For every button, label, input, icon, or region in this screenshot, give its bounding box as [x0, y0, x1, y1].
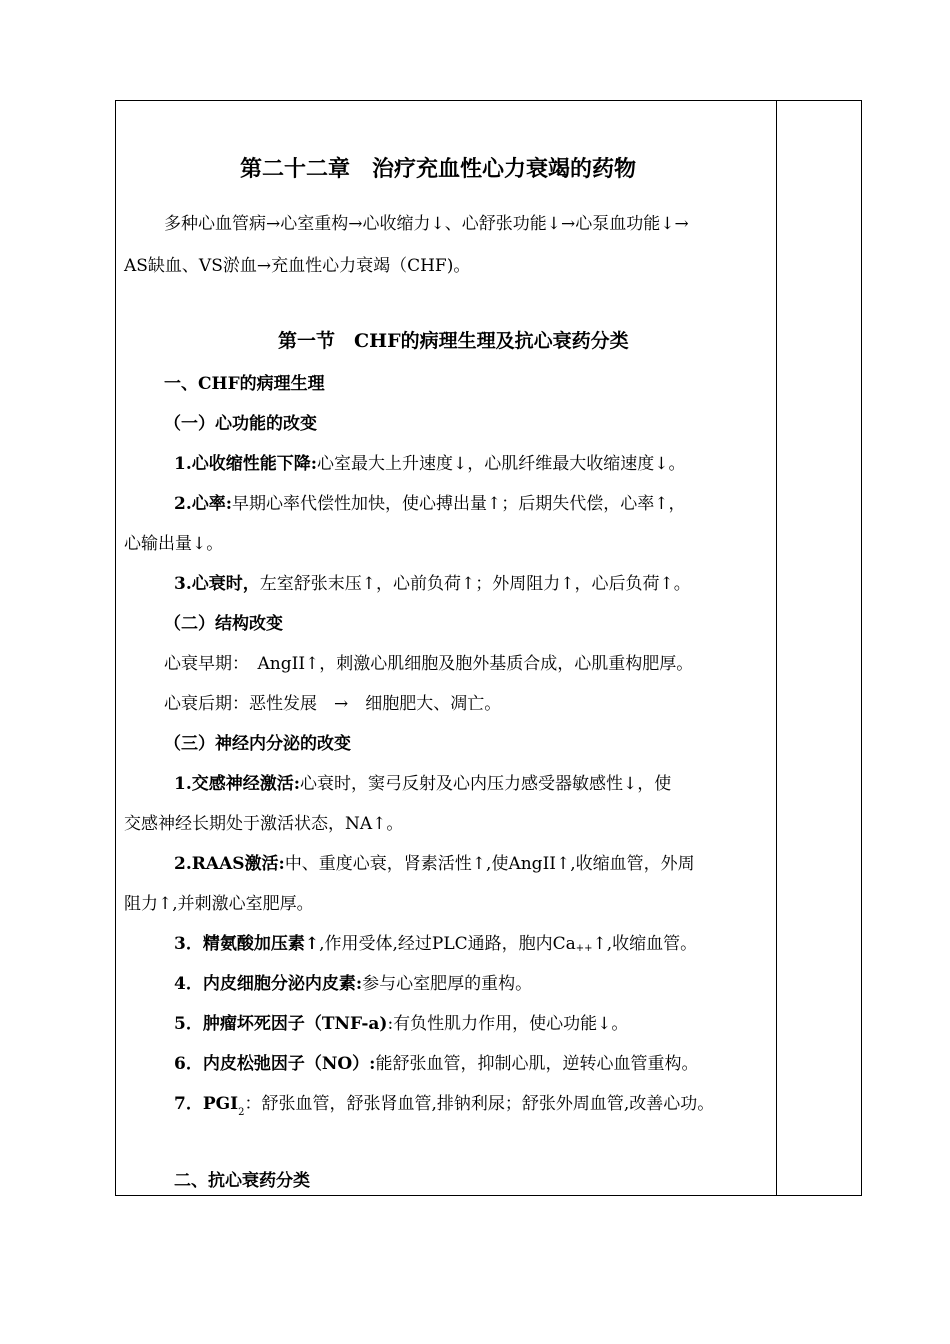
chapter-title: 第二十二章 治疗充血性心力衰竭的药物: [240, 156, 637, 182]
item-contractility: [174, 453, 686, 475]
section-title: 第一节 CHF的病理生理及抗心衰药分类: [278, 330, 629, 352]
item-sympathetic: [174, 773, 671, 795]
item-label: 7．PGI: [174, 1094, 239, 1114]
intro-line-1: 多种心血管病→心室重构→心收缩力↓、心舒张功能↓→心泵血功能↓→: [164, 214, 689, 234]
item-label: 2.心率:: [174, 494, 233, 514]
heading-drug-classes: 二、抗心衰药分类: [174, 1171, 310, 1191]
item-text: 心衰时，窦弓反射及心内压力感受器敏感性↓，使: [300, 774, 672, 794]
early-stage-text: 心衰早期： AngII↑，刺激心肌细胞及胞外基质合成，心肌重构肥厚。: [164, 654, 694, 674]
heading-pathophysiology: 一、CHF的病理生理: [164, 374, 325, 394]
item-label: 1.交感神经激活:: [174, 774, 301, 794]
item-raas: [174, 853, 695, 875]
item-label: 5．肿瘤坏死因子（TNF-a): [174, 1014, 388, 1034]
item-tnf: [174, 1013, 628, 1035]
item-vasopressin: [174, 933, 697, 960]
item-text: :有负性肌力作用，使心功能↓。: [387, 1014, 629, 1034]
item-label: 6．内皮松弛因子（NO）:: [174, 1054, 376, 1074]
subheading-cardiac-function: （一）心功能的改变: [164, 414, 317, 434]
item-text: 能舒张血管，抑制心肌，逆转心血管重构。: [375, 1054, 699, 1074]
intro-line-2: AS缺血、VS淤血→充血性心力衰竭（CHF)。: [124, 256, 471, 276]
subheading-structural-change: （二）结构改变: [164, 614, 283, 634]
item-raas-cont: 阻力↑,并刺激心室肥厚。: [124, 894, 314, 914]
column-divider: [776, 100, 777, 1196]
late-stage-text: 心衰后期：恶性发展 → 细胞肥大、凋亡。: [164, 694, 502, 714]
item-sympathetic-cont: 交感神经长期处于激活状态，NA↑。: [124, 814, 404, 834]
item-heart-rate-cont: 心输出量↓。: [124, 534, 224, 554]
item-heart-failure: [174, 573, 691, 595]
item-text: 左室舒张末压↑，心前负荷↑；外周阻力↑，心后负荷↑。: [259, 574, 691, 594]
item-tail: ↑,收缩血管。: [592, 934, 698, 954]
item-text: 中、重度心衰，肾素活性↑,使AngII↑,收缩血管，外周: [284, 854, 695, 874]
item-pgi2: [174, 1093, 714, 1124]
item-no: [174, 1053, 698, 1075]
item-heart-rate: [174, 493, 686, 515]
item-text: ：舒张血管，舒张肾血管,排钠利尿；舒张外周血管,改善心功。: [244, 1094, 715, 1114]
item-label: 3.心衰时，: [174, 574, 260, 594]
item-text: ,作用受体,经过PLC通路，胞内Ca: [319, 934, 576, 954]
calcium-charge: ++: [575, 943, 593, 954]
pgi-subscript: 2: [238, 1107, 245, 1118]
item-text: 心室最大上升速度↓，心肌纤维最大收缩速度↓。: [317, 454, 686, 474]
item-label: 1.心收缩性能下降:: [174, 454, 318, 474]
item-label: 4．内皮细胞分泌内皮素:: [174, 974, 363, 994]
item-label: 2.RAAS激活:: [174, 854, 285, 874]
item-endothelin: [174, 973, 532, 995]
item-text: 参与心室肥厚的重构。: [362, 974, 533, 994]
item-label: 3．精氨酸加压素↑: [174, 934, 320, 954]
item-text: 早期心率代偿性加快，使心搏出量↑；后期失代偿，心率↑，: [232, 494, 686, 514]
subheading-neuroendocrine: （三）神经内分泌的改变: [164, 734, 351, 754]
